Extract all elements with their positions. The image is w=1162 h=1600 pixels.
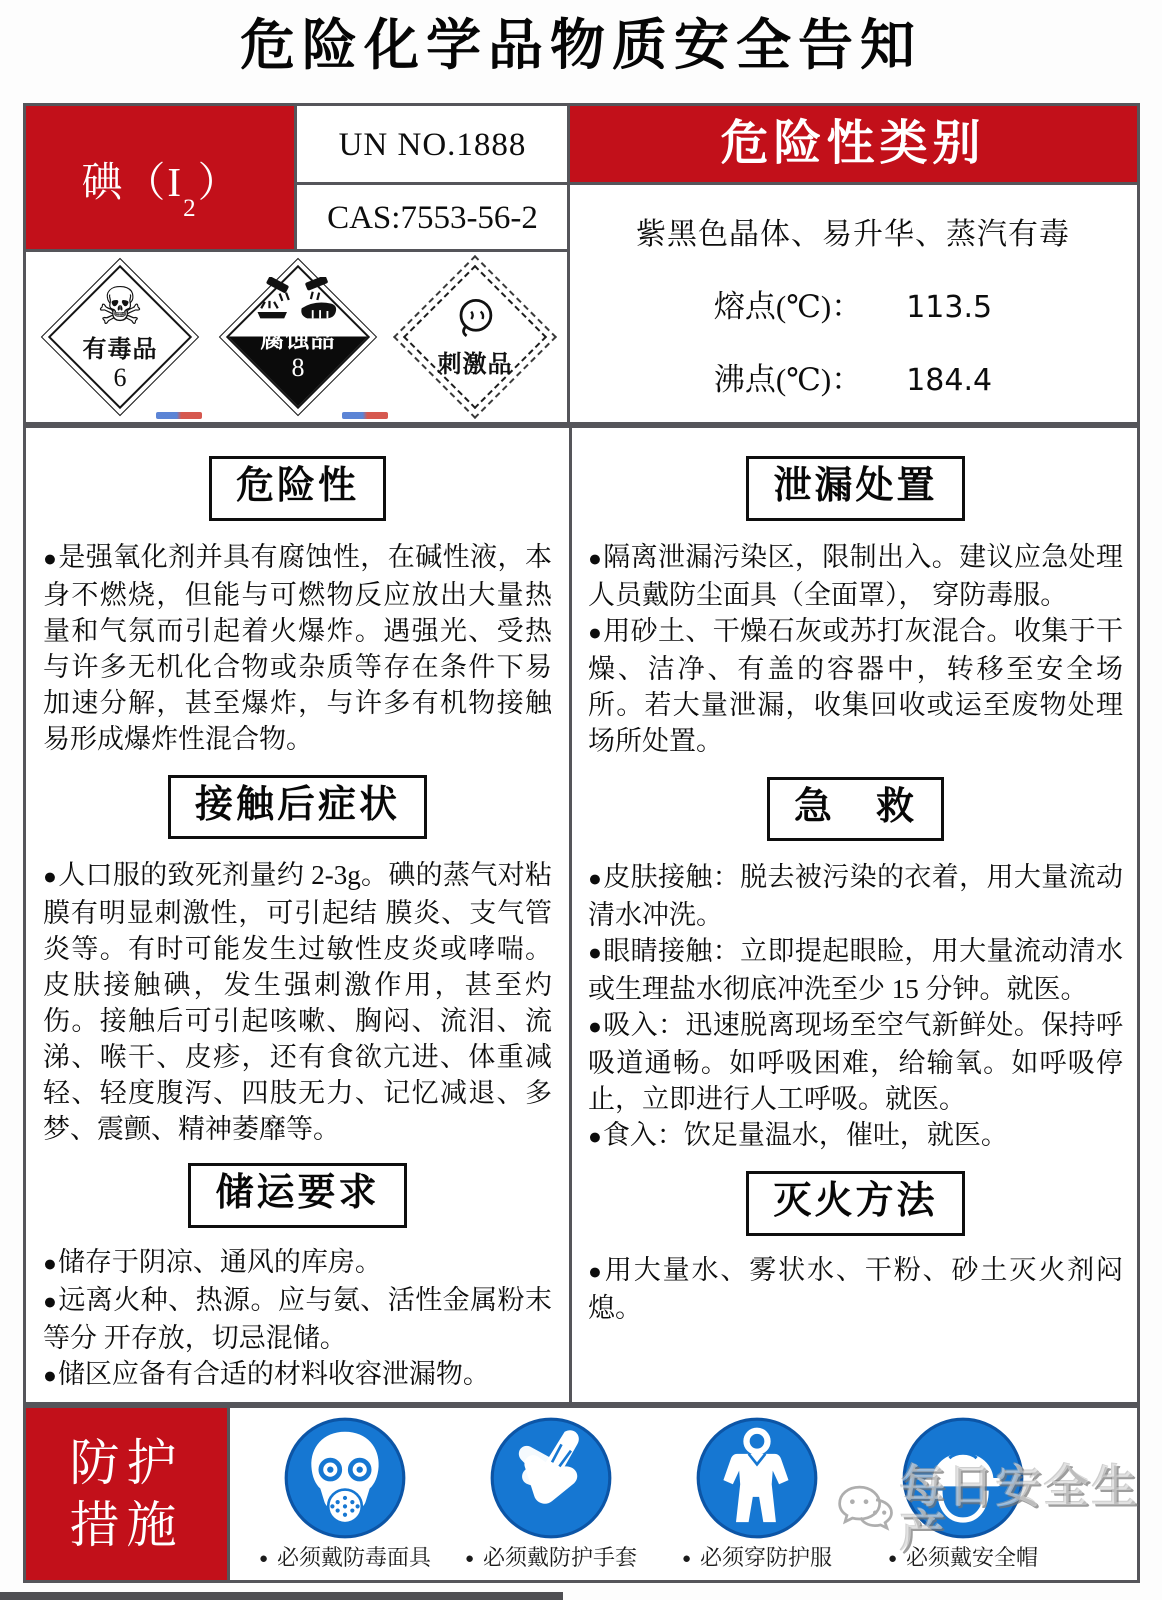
bullet-paragraph xyxy=(43,857,552,1147)
bullet-dot: ● xyxy=(43,1288,58,1314)
pictogram-label: 刺激品 xyxy=(437,350,513,378)
protective-suit-icon xyxy=(694,1415,820,1541)
scan-artifact-bar xyxy=(0,1592,563,1600)
hazard-class-header: 危险性类别 xyxy=(569,106,1137,182)
bullet-dot: ● xyxy=(258,1550,269,1567)
section-title-fire-fighting: 灭火方法 xyxy=(746,1171,964,1236)
bullet-dot: ● xyxy=(43,1250,57,1276)
chemical-name-subscript: 2 xyxy=(183,195,198,222)
bullet-dot: ● xyxy=(588,619,603,645)
ppe-label-text: 必须穿防护服 xyxy=(700,1545,833,1570)
header-table xyxy=(23,103,1140,425)
appearance-text: 紫黑色晶体、易升华、蒸汽有毒 xyxy=(636,218,1070,251)
section-title-storage: 储运要求 xyxy=(188,1163,406,1228)
melting-point-value: 113.5 xyxy=(906,290,993,325)
ppe-item-protective-suit xyxy=(654,1408,860,1580)
pictogram-number: 6 xyxy=(113,362,127,392)
gas-mask-icon xyxy=(282,1415,408,1541)
tiny-watermark xyxy=(156,412,202,419)
pictogram-irritant xyxy=(392,254,558,420)
main-table xyxy=(23,425,1140,1405)
chemical-name-cell xyxy=(26,106,296,251)
ppe-item-gloves xyxy=(448,1408,654,1580)
ppe-label-text: 必须戴防毒面具 xyxy=(277,1545,432,1570)
bullet-text: 储存于阴凉、通风的库房。 xyxy=(57,1246,382,1277)
ppe-label xyxy=(888,1545,1038,1571)
bullet-dot: ● xyxy=(588,1258,604,1284)
pictogram-label: 腐蚀品 xyxy=(260,325,335,353)
tiny-watermark xyxy=(342,412,388,419)
bullet-paragraph xyxy=(43,539,552,757)
skull-crossbones-icon: ☠ xyxy=(96,276,144,337)
melting-point-line xyxy=(589,281,1117,326)
bullet-dot: ● xyxy=(43,545,58,571)
bullet-paragraph xyxy=(588,1007,1123,1117)
bullet-text: 眼睛接触：立即提起眼睑，用大量流动清水或生理盐水彻底冲洗至少 15 分钟。就医。 xyxy=(588,936,1123,1004)
pictogram-toxic xyxy=(37,254,203,420)
bullet-text: 食入：饮足量温水，催吐，就医。 xyxy=(602,1120,1008,1150)
corrosive-icon xyxy=(252,277,344,323)
bullet-dot: ● xyxy=(588,1124,602,1149)
ppe-label xyxy=(259,1545,431,1571)
bullet-text: 隔离泄漏污染区，限制出入。建议应急处理人员戴防尘面具（全面罩）， 穿防毒服。 xyxy=(588,541,1123,610)
bullet-text: 远离火种、热源。应与氨、活性金属粉末等分 开存放，切忌混储。 xyxy=(43,1284,552,1353)
bullet-paragraph xyxy=(43,1244,552,1282)
section-title-hazards: 危险性 xyxy=(209,456,386,521)
helmet-icon xyxy=(900,1415,1026,1541)
bullet-dot: ● xyxy=(43,864,58,889)
ppe-label-text: 必须戴安全帽 xyxy=(906,1545,1039,1570)
melting-point-label: 熔点(℃)： xyxy=(713,289,863,324)
bullet-dot: ● xyxy=(43,1362,57,1388)
bullet-paragraph xyxy=(43,1282,552,1356)
bullet-paragraph xyxy=(43,1356,552,1394)
hazard-pictograms xyxy=(26,251,569,422)
irritant-diamond xyxy=(403,264,547,408)
chemical-name: 碘（I xyxy=(81,159,184,205)
bullet-paragraph xyxy=(588,1117,1123,1155)
bullet-text: 是强氧化剂并具有腐蚀性，在碱性液，本身不燃烧，但能与可燃物反应放出大量热量和气氛而引起着火爆炸。遇强光、受热与许多无机化合物或杂质等存在条件下易加速分解，甚至爆炸，与许多有机物接触易形成爆炸性混合物。 xyxy=(43,541,552,754)
hazard-class-details xyxy=(569,185,1137,422)
pictogram-number: 8 xyxy=(291,352,304,382)
gloves-icon xyxy=(488,1415,614,1541)
grid-line xyxy=(294,106,297,251)
bullet-text: 用大量水、雾状水、干粉、砂土灭火剂闷熄。 xyxy=(588,1254,1123,1323)
page-title: 危险化学品物质安全告知 xyxy=(239,14,922,76)
ppe-label-text: 必须戴防护手套 xyxy=(483,1545,638,1570)
bullet-text: 人口服的致死剂量约 2-3g。碘的蒸气对粘膜有明显刺激性，可引起结 膜炎、支气管炎等。有时可能发生过敏性皮炎或哮喘。皮肤接触碘，发生强刺激作用，甚至灼伤。接触后可引起咳嗽、胸闷、流泪、流涕、喉干、皮疹，还有食欲亢进、体重减轻、轻度腹泻、四肢无力、记忆减退、多梦、震颤、精神萎靡等。 xyxy=(43,860,552,1144)
section-title-leak: 泄漏处置 xyxy=(746,456,964,521)
ppe-label xyxy=(682,1545,832,1571)
bullet-text: 用砂土、干燥石灰或苏打灰混合。收集于干燥、洁净、有盖的容器中，转移至安全场所。若大量泄漏，收集回收或运至废物处理场所处置。 xyxy=(588,615,1123,756)
left-column xyxy=(26,428,569,1402)
ppe-item-gas-mask xyxy=(242,1408,448,1580)
bullet-dot: ● xyxy=(588,1014,603,1039)
bullet-dot: ● xyxy=(887,1550,898,1567)
cas-number: CAS:7553-56-2 xyxy=(327,199,538,236)
ppe-label xyxy=(465,1545,637,1571)
right-column xyxy=(572,428,1137,1402)
un-number: UN NO.1888 xyxy=(338,127,527,163)
pictogram-label: 有毒品 xyxy=(82,335,158,363)
grid-line xyxy=(294,182,1137,185)
bullet-dot: ● xyxy=(588,545,603,571)
bullet-paragraph xyxy=(588,539,1123,613)
grid-line xyxy=(26,249,569,252)
boiling-point-line xyxy=(589,354,1117,399)
pictogram-corrosive xyxy=(215,254,381,420)
grid-line xyxy=(567,106,570,422)
bullet-paragraph xyxy=(588,859,1123,933)
corrosive-diamond xyxy=(225,264,369,408)
bullet-text: 吸入：迅速脱离现场至空气新鲜处。保持呼吸道通畅。如呼吸困难，给输氧。如呼吸停止，立即进行人工呼吸。就医。 xyxy=(588,1010,1123,1114)
ppe-row xyxy=(23,1405,1140,1583)
ppe-items xyxy=(230,1408,1137,1580)
bullet-text: 皮肤接触：脱去被污染的衣着，用大量流动清水冲洗。 xyxy=(588,862,1123,930)
bullet-paragraph xyxy=(588,613,1123,759)
bullet-dot: ● xyxy=(588,940,603,965)
bullet-dot: ● xyxy=(681,1550,692,1567)
toxic-diamond xyxy=(48,264,192,408)
ppe-item-helmet xyxy=(860,1408,1066,1580)
boiling-point-value: 184.4 xyxy=(906,363,993,398)
ppe-title-line1: 防护 xyxy=(69,1435,184,1491)
section-title-symptoms: 接触后症状 xyxy=(168,775,427,840)
boiling-point-label: 沸点(℃)： xyxy=(713,362,863,397)
irritant-face-icon xyxy=(447,291,503,347)
ppe-title-cell xyxy=(26,1408,227,1580)
chemical-name-suffix: ） xyxy=(197,159,241,205)
bullet-paragraph xyxy=(588,933,1123,1007)
bullet-dot: ● xyxy=(464,1550,475,1567)
bullet-dot: ● xyxy=(588,866,603,891)
watermark-text: 每日安全生产 xyxy=(900,1461,1141,1557)
ppe-title-line2: 措施 xyxy=(69,1497,184,1553)
bullet-paragraph xyxy=(588,1252,1123,1326)
bullet-text: 储区应备有合适的材料收容泄漏物。 xyxy=(57,1358,490,1389)
section-title-first-aid: 急 救 xyxy=(767,777,944,842)
